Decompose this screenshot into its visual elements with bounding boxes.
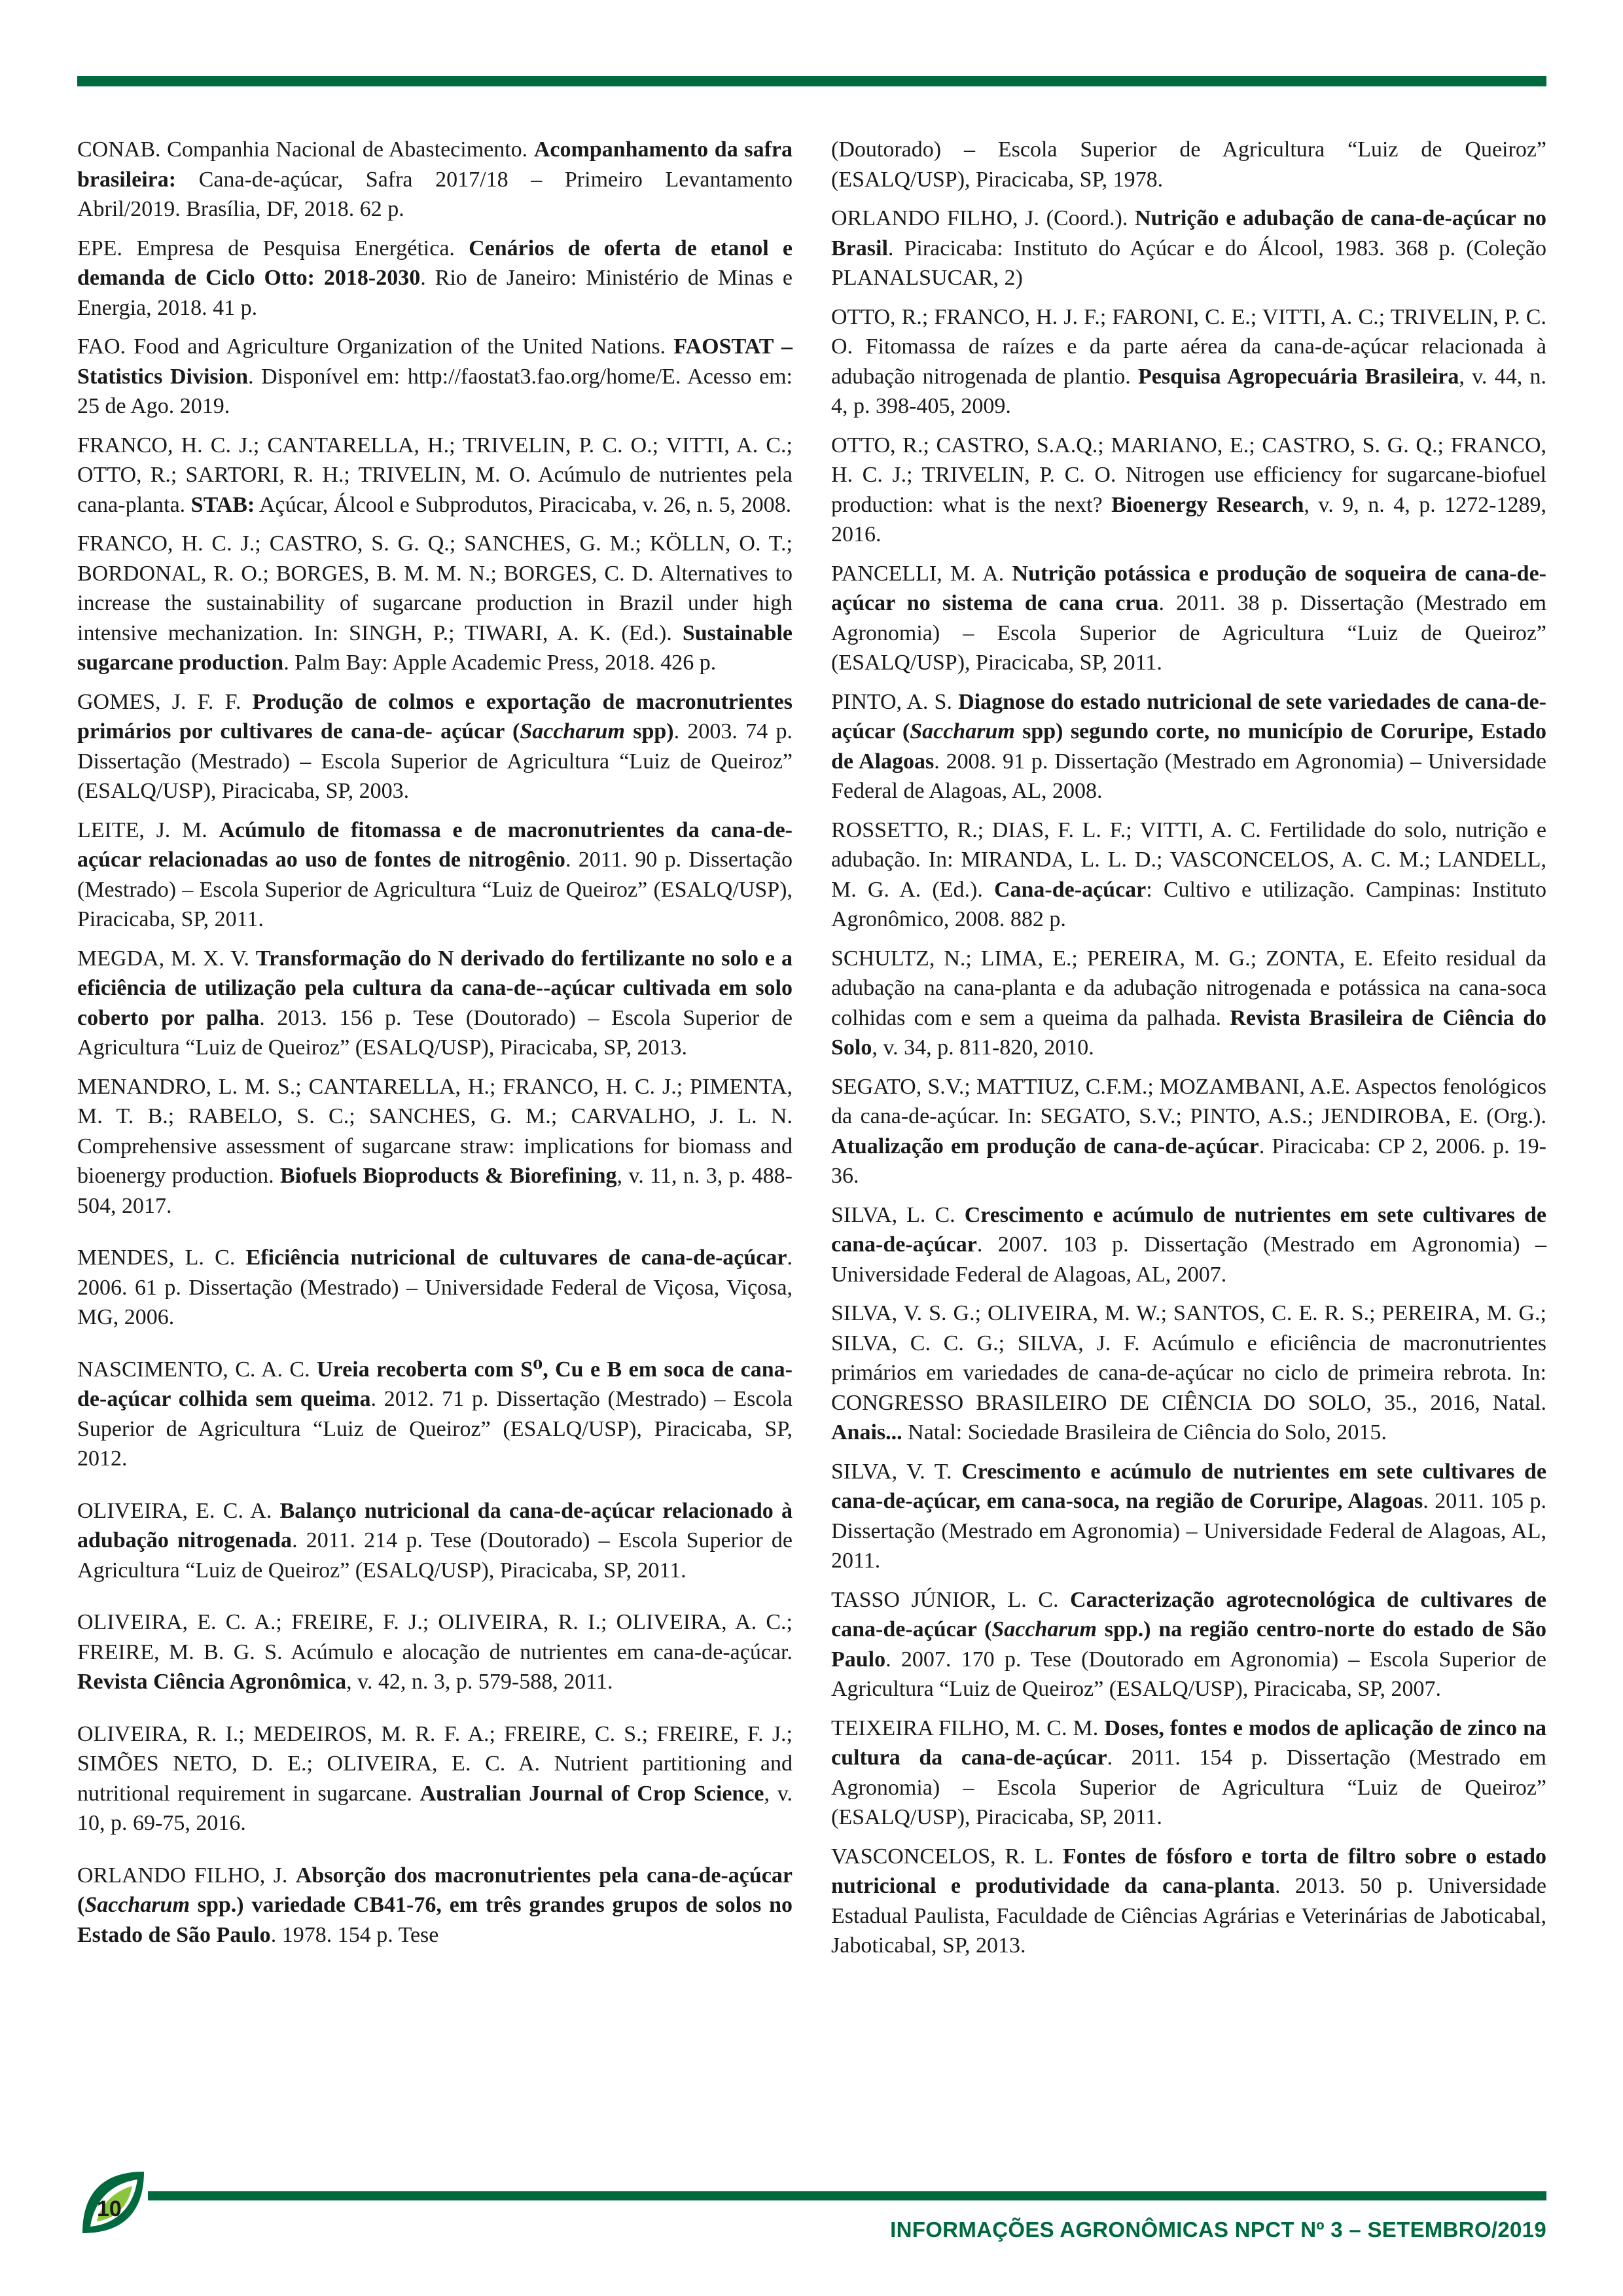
reference-text: MEGDA, M. X. V. bbox=[77, 946, 256, 971]
reference-title: Acúmulo de fitomassa e de macronutrientes da cana-de-açúcar relacionadas ao uso de fontes de nitrogênio bbox=[77, 817, 793, 872]
reference-title: Absorção dos macronutrientes pela cana-de-açúcar ( bbox=[77, 1863, 793, 1917]
reference-text: Cana-de-açúcar, Safra 2017/18 – Primeiro Levantamento Abril/2019. Brasília, DF, 2018. 62 p. bbox=[77, 167, 793, 221]
bottom-rule bbox=[148, 2191, 1546, 2200]
reference-text: : Cultivo e utilização. Campinas: Instituto Agronômico, 2008. 882 p. bbox=[831, 877, 1546, 931]
reference-title: spp) segundo corte, no município de Coruripe, Estado de Alagoas bbox=[831, 719, 1547, 774]
reference-text: , v. 44, n. 4, p. 398-405, 2009. bbox=[831, 364, 1546, 418]
reference-text: ORLANDO FILHO, J. bbox=[77, 1863, 296, 1888]
reference-entry bbox=[77, 529, 793, 678]
reference-entry bbox=[77, 1607, 793, 1697]
reference-text: PINTO, A. S. bbox=[831, 689, 959, 714]
reference-text: SILVA, L. C. bbox=[831, 1202, 965, 1227]
reference-entry bbox=[77, 687, 793, 806]
reference-title: Transformação do N derivado do fertilizante no solo e a eficiência de utilização pela cultura da cana-de--açúcar cultivada em solo coberto por palha bbox=[77, 946, 793, 1030]
reference-title: Crescimento e acúmulo de nutrientes em sete cultivares de cana-de-açúcar bbox=[831, 1202, 1546, 1257]
reference-text: . Piracicaba: CP 2, 2006. p. 19-36. bbox=[831, 1134, 1546, 1188]
references-right-column bbox=[831, 135, 1546, 1970]
reference-entry bbox=[831, 559, 1546, 678]
reference-text: . 2013. 50 p. Universidade Estadual Paulista, Faculdade de Ciências Agrárias e Veterinárias de Jaboticabal, Jaboticabal, SP, 2013. bbox=[831, 1874, 1546, 1958]
reference-title: spp) bbox=[624, 719, 674, 744]
reference-text: ROSSETTO, R.; DIAS, F. L. F.; VITTI, A. C. Fertilidade do solo, nutrição e adubação. In: MIRANDA, L. L. D.; VASCONCELOS, A. C. M.; LANDELL, M. G. A. (Ed.). bbox=[831, 817, 1546, 902]
reference-text: EPE. Empresa de Pesquisa Energética. bbox=[77, 236, 469, 260]
reference-title: spp.) na região centro-norte do estado de São Paulo bbox=[831, 1617, 1546, 1672]
reference-title: spp.) variedade CB41-76, em três grandes grupos de solos no Estado de São Paulo bbox=[77, 1893, 793, 1947]
reference-title: Produção de colmos e exportação de macronutrientes primários por cultivares de cana-de- açúcar ( bbox=[77, 689, 793, 744]
page-number: 10 bbox=[97, 2197, 122, 2221]
reference-entry bbox=[831, 1457, 1546, 1576]
reference-title: Caracterização agrotecnológica de cultivares de cana-de-açúcar ( bbox=[831, 1587, 1546, 1641]
reference-text: FRANCO, H. C. J.; CASTRO, S. G. Q.; SANCHES, G. M.; KÖLLN, O. T.; BORDONAL, R. O.; BORGES, B. M. M. N.; BORGES, C. D. Alternatives to increase the sustainability of sugarcane production in Brazil under high intensive mechanization. In: SINGH, P.; TIWARI, A. K. (Ed.). bbox=[77, 531, 793, 645]
reference-title: Crescimento e acúmulo de nutrientes em sete cultivares de cana-de-açúcar, em cana-soca, na região de Coruripe, Alagoas bbox=[831, 1459, 1546, 1513]
reference-text: Natal: Sociedade Brasileira de Ciência do Solo, 2015. bbox=[902, 1420, 1387, 1444]
reference-entry bbox=[77, 944, 793, 1063]
reference-text: . Rio de Janeiro: Ministério de Minas e Energia, 2018. 41 p. bbox=[77, 266, 793, 320]
reference-text: . Piracicaba: Instituto do Açúcar e do Álcool, 1983. 368 p. (Coleção PLANALSUCAR, 2) bbox=[831, 236, 1546, 290]
reference-entry bbox=[77, 1719, 793, 1839]
reference-entry bbox=[831, 1585, 1546, 1704]
reference-italic-term: Saccharum bbox=[991, 1617, 1097, 1641]
reference-text: PANCELLI, M. A. bbox=[831, 561, 1012, 586]
reference-title: Biofuels Bioproducts & Biorefining bbox=[280, 1164, 617, 1188]
reference-entry bbox=[77, 1496, 793, 1586]
references-left-column bbox=[77, 135, 793, 1959]
reference-text: ORLANDO FILHO, J. (Coord.). bbox=[831, 206, 1135, 230]
reference-text: . 2012. 71 p. Dissertação (Mestrado) – Escola Superior de Agricultura “Luiz de Queiroz” (ESALQ/USP), Piracicaba, SP, 2012. bbox=[77, 1387, 793, 1471]
reference-title: Doses, fontes e modos de aplicação de zinco na cultura da cana-de-açúcar bbox=[831, 1715, 1547, 1770]
reference-title: Revista Brasileira de Ciência do Solo bbox=[831, 1005, 1546, 1060]
reference-title: Pesquisa Agropecuária Brasileira bbox=[1138, 364, 1459, 389]
reference-entry bbox=[77, 431, 793, 520]
reference-entry bbox=[831, 1200, 1546, 1290]
reference-text: FRANCO, H. C. J.; CANTARELLA, H.; TRIVELIN, P. C. O.; VITTI, A. C.; OTTO, R.; SARTORI, R. H.; TRIVELIN, M. O. Acúmulo de nutrientes pela cana-planta. bbox=[77, 433, 793, 517]
reference-entry bbox=[77, 332, 793, 422]
reference-text: (Doutorado) – Escola Superior de Agricultura “Luiz de Queiroz” (ESALQ/USP), Piracicaba, SP, 1978. bbox=[831, 137, 1546, 192]
reference-entry bbox=[77, 1243, 793, 1333]
reference-text: . Palm Bay: Apple Academic Press, 2018. 426 p. bbox=[283, 651, 717, 675]
reference-text: OLIVEIRA, R. I.; MEDEIROS, M. R. F. A.; FREIRE, C. S.; FREIRE, F. J.; SIMÕES NETO, D. E.; OLIVEIRA, E. C. A. Nutrient partitioning and nutritional requirement in sugarcane. bbox=[77, 1721, 793, 1806]
reference-text: VASCONCELOS, R. L. bbox=[831, 1844, 1063, 1869]
reference-text: SILVA, V. T. bbox=[831, 1459, 962, 1484]
reference-italic-term: Saccharum bbox=[910, 719, 1015, 744]
reference-entry bbox=[831, 135, 1546, 194]
reference-text: . 1978. 154 p. Tese bbox=[270, 1922, 439, 1947]
reference-text: TEIXEIRA FILHO, M. C. M. bbox=[831, 1715, 1105, 1740]
reference-text: . 2011. 214 p. Tese (Doutorado) – Escola Superior de Agricultura “Luiz de Queiroz” (ESALQ/USP), Piracicaba, SP, 2011. bbox=[77, 1528, 793, 1583]
reference-title: FAOSTAT – Statistics Division bbox=[77, 334, 793, 389]
reference-text: MENDES, L. C. bbox=[77, 1246, 246, 1270]
reference-title: Acompanhamento da safra brasileira: bbox=[77, 137, 793, 192]
top-rule bbox=[77, 76, 1546, 86]
reference-entry bbox=[831, 687, 1546, 806]
reference-text: , v. 34, p. 811-820, 2010. bbox=[872, 1035, 1094, 1060]
reference-entry bbox=[831, 944, 1546, 1063]
reference-entry bbox=[831, 431, 1546, 550]
reference-title: Ureia recoberta com S⁰, Cu e B em soca de cana-de-açúcar colhida sem queima bbox=[77, 1357, 793, 1411]
reference-entry bbox=[77, 234, 793, 323]
reference-text: , v. 9, n. 4, p. 1272-1289, 2016. bbox=[831, 492, 1547, 547]
reference-text: CONAB. Companhia Nacional de Abastecimento. bbox=[77, 137, 534, 162]
reference-text: LEITE, J. M. bbox=[77, 817, 219, 842]
reference-text: . Disponível em: http://faostat3.fao.org/home/E. Acesso em: 25 de Ago. 2019. bbox=[77, 364, 793, 418]
reference-text: NASCIMENTO, C. A. C. bbox=[77, 1357, 317, 1382]
footer-publication-title: INFORMAÇÕES AGRONÔMICAS NPCT Nº 3 – SETEMBRO/2019 bbox=[890, 2217, 1546, 2242]
reference-text: , v. 11, n. 3, p. 488-504, 2017. bbox=[77, 1164, 793, 1218]
reference-text: , v. 42, n. 3, p. 579-588, 2011. bbox=[346, 1670, 613, 1694]
reference-entry bbox=[77, 1355, 793, 1474]
reference-text: . 2011. 105 p. Dissertação (Mestrado em Agronomia) – Universidade Federal de Alagoas, AL, 2011. bbox=[831, 1489, 1546, 1573]
reference-title: Cenários de oferta de etanol e demanda de Ciclo Otto: 2018-2030 bbox=[77, 236, 793, 290]
reference-text: OLIVEIRA, E. C. A. bbox=[77, 1498, 280, 1523]
reference-text: . 2007. 170 p. Tese (Doutorado em Agronomia) – Escola Superior de Agricultura “Luiz de Queiroz” (ESALQ/USP), Piracicaba, SP, 2007. bbox=[831, 1647, 1546, 1701]
reference-title: Bioenergy Research bbox=[1111, 492, 1304, 517]
reference-text: SILVA, V. S. G.; OLIVEIRA, M. W.; SANTOS, C. E. R. S.; PEREIRA, M. G.; SILVA, C. C. G.; SILVA, J. F. Acúmulo e eficiência de macronutrientes primários em variedades de cana-de-açúcar no ciclo de primeira rebrota. In: CONGRESSO BRASILEIRO DE CIÊNCIA DO SOLO, 35., 2016, Natal. bbox=[831, 1301, 1546, 1415]
reference-entry bbox=[77, 816, 793, 935]
reference-text: SCHULTZ, N.; LIMA, E.; PEREIRA, M. G.; ZONTA, E. Efeito residual da adubação na cana-planta e da adubação nitrogenada e potássica na cana-soca colhidas com e sem a queima da palhada. bbox=[831, 946, 1546, 1030]
reference-text: FAO. Food and Agriculture Organization of the United Nations. bbox=[77, 334, 674, 359]
reference-text: MENANDRO, L. M. S.; CANTARELLA, H.; FRANCO, H. C. J.; PIMENTA, M. T. B.; RABELO, S. C.; SANCHES, G. M.; CARVALHO, J. L. N. Comprehensive assessment of sugarcane straw: implications for biomass and bioenergy production. bbox=[77, 1074, 793, 1188]
reference-entry bbox=[831, 1713, 1546, 1833]
reference-title: Cana-de-açúcar bbox=[993, 877, 1147, 902]
reference-title: Australian Journal of Crop Science bbox=[419, 1781, 764, 1806]
reference-text: OTTO, R.; CASTRO, S.A.Q.; MARIANO, E.; CASTRO, S. G. Q.; FRANCO, H. C. J.; TRIVELIN, P. C. O. Nitrogen use efficiency for sugarcane-biofuel production: what is the next? bbox=[831, 433, 1546, 517]
reference-title: Fontes de fósforo e torta de filtro sobre o estado nutricional e produtividade da cana-planta bbox=[831, 1844, 1546, 1898]
reference-entry bbox=[77, 135, 793, 224]
reference-text: . 2011. 38 p. Dissertação (Mestrado em Agronomia) – Escola Superior de Agricultura “Luiz de Queiroz” (ESALQ/USP), Piracicaba, SP, 2011. bbox=[831, 591, 1547, 675]
reference-text: OTTO, R.; FRANCO, H. J. F.; FARONI, C. E.; VITTI, A. C.; TRIVELIN, P. C. O. Fitomassa de raízes e da parte aérea da cana-de-açúcar relacionada à adubação nitrogenada de plantio. bbox=[831, 304, 1546, 389]
reference-text: TASSO JÚNIOR, L. C. bbox=[831, 1587, 1071, 1612]
reference-text: SEGATO, S.V.; MATTIUZ, C.F.M.; MOZAMBANI, A.E. Aspectos fenológicos da cana-de-açúcar. In: SEGATO, S.V.; PINTO, A.S.; JENDIROBA, E. (Org.). bbox=[831, 1074, 1546, 1128]
reference-entry bbox=[77, 1072, 793, 1221]
reference-title: Nutrição e adubação de cana-de-açúcar no Brasil bbox=[831, 206, 1546, 260]
reference-title: Sustainable sugarcane production bbox=[77, 620, 793, 675]
reference-title: Nutrição potássica e produção de soqueira de cana-de-açúcar no sistema de cana crua bbox=[831, 561, 1546, 615]
reference-title: Anais... bbox=[831, 1420, 902, 1444]
reference-entry bbox=[77, 1861, 793, 1950]
reference-title: Atualização em produção de cana-de-açúcar bbox=[831, 1134, 1259, 1158]
reference-entry bbox=[831, 1299, 1546, 1448]
reference-italic-term: Saccharum bbox=[520, 719, 625, 744]
reference-text: . 2008. 91 p. Dissertação (Mestrado em Agronomia) – Universidade Federal de Alagoas, AL, 2008. bbox=[831, 749, 1546, 803]
reference-text: . 2003. 74 p. Dissertação (Mestrado) – Escola Superior de Agricultura “Luiz de Queiroz” (ESALQ/USP), Piracicaba, SP, 2003. bbox=[77, 719, 793, 803]
reference-title: Revista Ciência Agronômica bbox=[77, 1670, 347, 1694]
reference-text: OLIVEIRA, E. C. A.; FREIRE, F. J.; OLIVEIRA, R. I.; OLIVEIRA, A. C.; FREIRE, M. B. G. S. Acúmulo e alocação de nutrientes em cana-de-açúcar. bbox=[77, 1610, 793, 1664]
reference-text: GOMES, J. F. F. bbox=[77, 689, 253, 714]
reference-title: Balanço nutricional da cana-de-açúcar relacionado à adubação nitrogenada bbox=[77, 1498, 793, 1552]
reference-entry bbox=[831, 1072, 1546, 1191]
reference-text: , v. 10, p. 69-75, 2016. bbox=[77, 1781, 793, 1835]
reference-text: . 2011. 90 p. Dissertação (Mestrado) – Escola Superior de Agricultura “Luiz de Queiroz” (ESALQ/USP), Piracicaba, SP, 2011. bbox=[77, 848, 793, 931]
reference-text: . 2013. 156 p. Tese (Doutorado) – Escola Superior de Agricultura “Luiz de Queiroz” (ESALQ/USP), Piracicaba, SP, 2013. bbox=[77, 1005, 793, 1060]
reference-entry bbox=[831, 302, 1546, 422]
reference-text: . 2011. 154 p. Dissertação (Mestrado em Agronomia) – Escola Superior de Agricultura “Luiz de Queiroz” (ESALQ/USP), Piracicaba, SP, 2011. bbox=[831, 1746, 1546, 1829]
reference-text: . 2007. 103 p. Dissertação (Mestrado em Agronomia) – Universidade Federal de Alagoas, AL, 2007. bbox=[831, 1232, 1546, 1287]
reference-text: . 2006. 61 p. Dissertação (Mestrado) – Universidade Federal de Viçosa, Viçosa, MG, 2006. bbox=[77, 1246, 793, 1329]
reference-entry bbox=[831, 1842, 1546, 1961]
reference-text: Açúcar, Álcool e Subprodutos, Piracicaba, v. 26, n. 5, 2008. bbox=[255, 492, 792, 517]
reference-title: Eficiência nutricional de cultuvares de cana-de-açúcar bbox=[245, 1246, 787, 1270]
reference-italic-term: Saccharum bbox=[84, 1893, 190, 1917]
reference-title: STAB: bbox=[190, 492, 255, 517]
reference-entry bbox=[831, 816, 1546, 935]
reference-entry bbox=[831, 204, 1546, 293]
reference-title: Diagnose do estado nutricional de sete variedades de cana-de-açúcar ( bbox=[831, 689, 1546, 744]
